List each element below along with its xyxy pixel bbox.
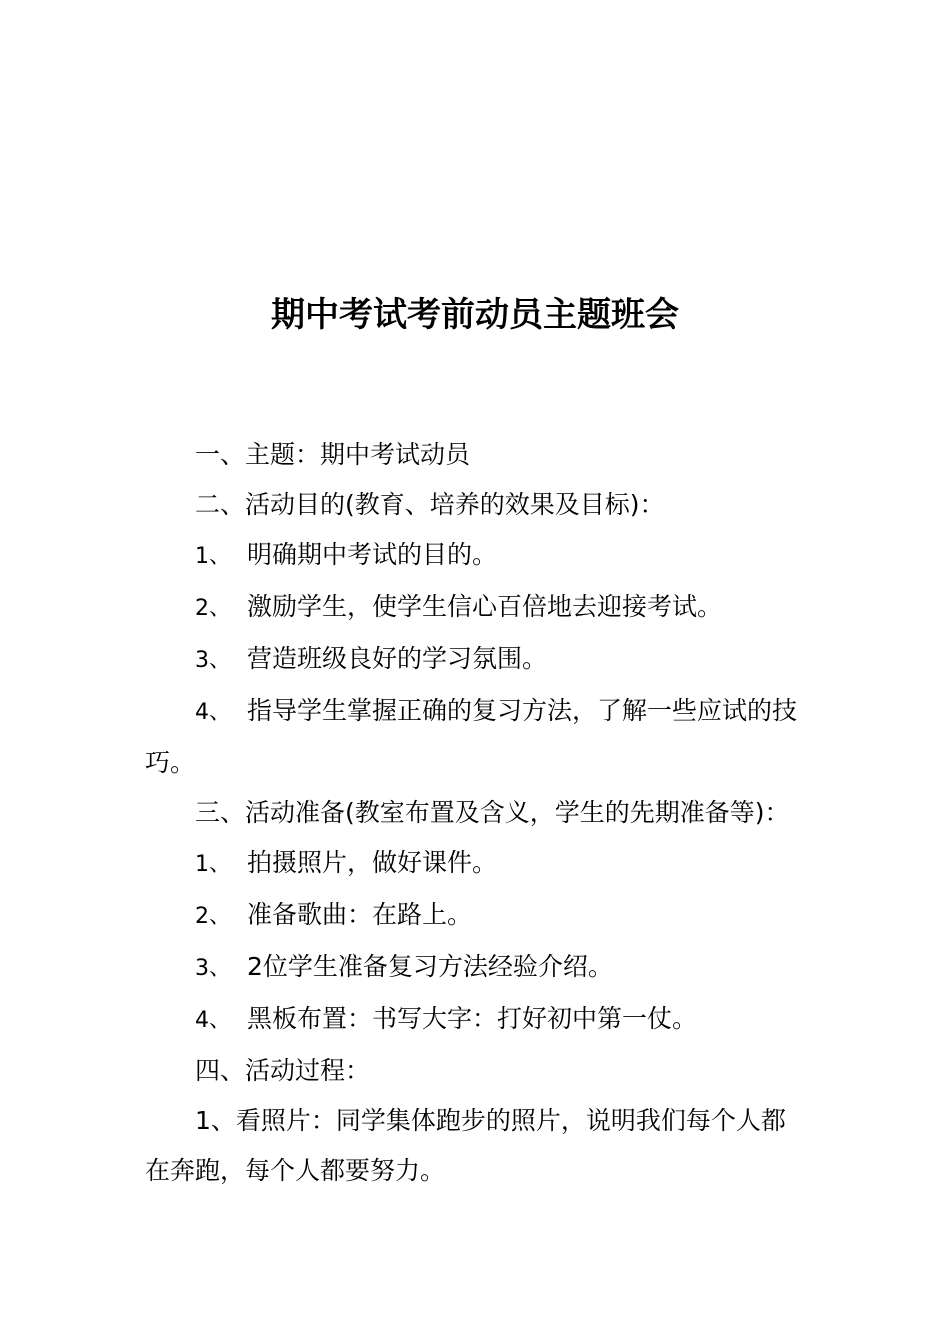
paragraph-preparation-heading [145, 788, 810, 838]
list-text: 黑板布置：书写大字：打好初中第一仗。 [247, 1004, 698, 1033]
document-body [145, 430, 810, 1196]
list-number: 2、 [195, 596, 231, 621]
list-item [145, 530, 810, 582]
list-item [145, 942, 810, 994]
list-number: 2、 [195, 904, 231, 929]
paragraph-theme [145, 430, 810, 480]
list-number: 3、 [195, 956, 231, 981]
paragraph-process-step [145, 1096, 810, 1196]
list-text: 指导学生掌握正确的复习方法，了解一些应试的技巧。 [145, 696, 798, 777]
list-item [145, 686, 810, 788]
list-number: 3、 [195, 648, 231, 673]
paragraph-process-heading [145, 1046, 810, 1096]
list-number: 1、 [195, 544, 231, 569]
list-item [145, 890, 810, 942]
list-item [145, 582, 810, 634]
list-text: 2位学生准备复习方法经验介绍。 [247, 952, 613, 981]
document-title: 期中考试考前动员主题班会 [271, 295, 679, 335]
list-text: 准备歌曲：在路上。 [247, 900, 473, 929]
paragraph-purpose-heading [145, 480, 810, 530]
list-item [145, 838, 810, 890]
list-number: 4、 [195, 1008, 231, 1033]
list-item [145, 994, 810, 1046]
list-text: 明确期中考试的目的。 [247, 540, 498, 569]
paragraph-text: 一、主题：期中考试动员 [195, 440, 471, 469]
list-text: 营造班级良好的学习氛围。 [247, 644, 548, 673]
list-number: 4、 [195, 700, 231, 725]
list-text: 拍摄照片，做好课件。 [247, 848, 498, 877]
list-number: 1、 [195, 852, 231, 877]
list-item [145, 634, 810, 686]
paragraph-text: 1、看照片：同学集体跑步的照片，说明我们每个人都在奔跑，每个人都要努力。 [145, 1106, 786, 1185]
paragraph-text: 三、活动准备(教室布置及含义，学生的先期准备等)： [195, 798, 790, 827]
paragraph-text: 四、活动过程： [195, 1056, 371, 1085]
list-text: 激励学生，使学生信心百倍地去迎接考试。 [247, 592, 723, 621]
paragraph-text: 二、活动目的(教育、培养的效果及目标)： [195, 490, 665, 519]
